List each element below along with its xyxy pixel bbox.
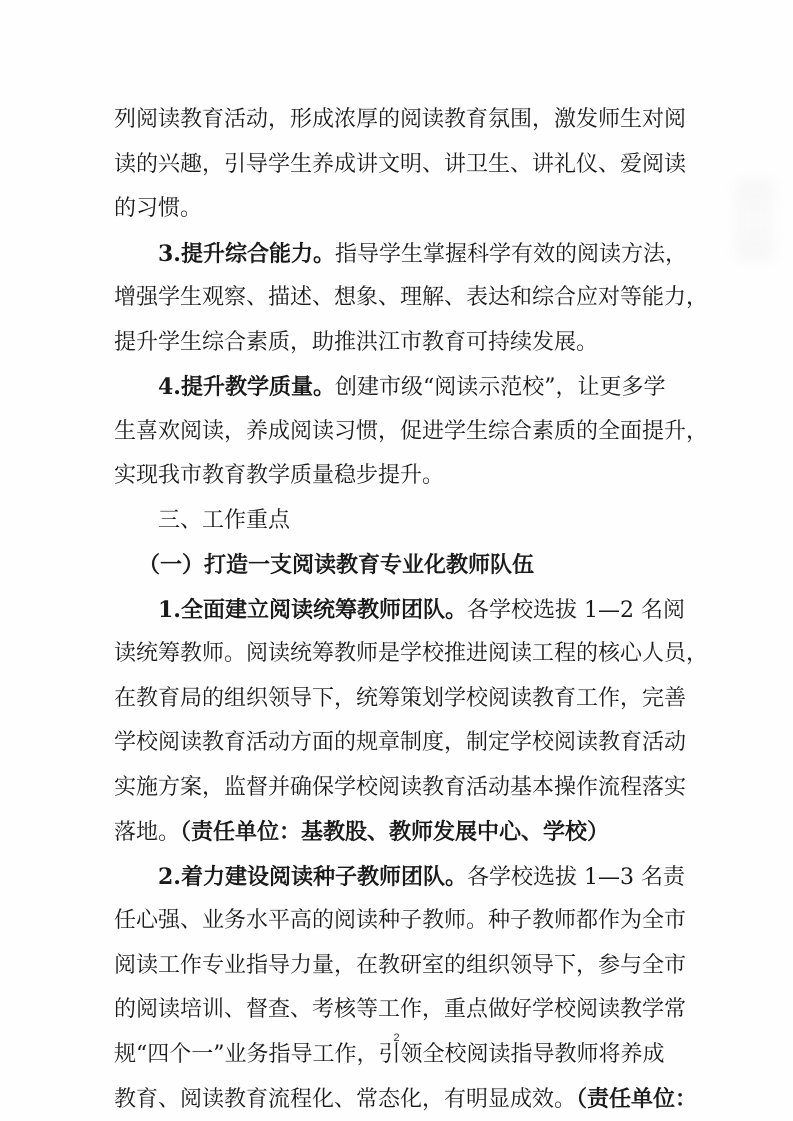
paragraph-line bbox=[114, 812, 680, 852]
item-text: 教育、阅读教育流程化、常态化，有明显成效。 bbox=[114, 1087, 577, 1112]
responsibility-note: （责任单位： bbox=[576, 1086, 698, 1112]
item-heading-1: 1.全面建立阅读统筹教师团队。 bbox=[158, 597, 467, 623]
item-text: 指导学生掌握科学有效的阅读方法， bbox=[334, 242, 687, 267]
item-text: 各学校选拔 1—3 名责 bbox=[466, 865, 685, 890]
item-heading-4: 4.提升教学质量。 bbox=[158, 374, 335, 400]
paragraph-line: 阅读工作专业指导力量，在教研室的组织领导下，参与全市 bbox=[114, 953, 687, 978]
paragraph-line: 提升学生综合素质，助推洪江市教育可持续发展。 bbox=[114, 330, 599, 355]
paragraph-line: 任心强、业务水平高的阅读种子教师。种子教师都作为全市 bbox=[114, 908, 687, 933]
paragraph-line bbox=[158, 857, 685, 897]
paragraph-line: 的习惯。 bbox=[114, 196, 203, 221]
page-number: 2 bbox=[393, 1032, 400, 1044]
paragraph-line: 实现我市教育教学质量稳步提升。 bbox=[114, 463, 445, 488]
item-heading-3: 3.提升综合能力。 bbox=[158, 241, 335, 267]
paragraph-line: 实施方案，监督并确保学校阅读教育活动基本操作流程落实 bbox=[114, 775, 687, 800]
paragraph-line: 的阅读培训、督查、考核等工作，重点做好学校阅读教学常 bbox=[114, 997, 687, 1022]
paragraph-line bbox=[158, 590, 685, 630]
paragraph-line: 增强学生观察、描述、想象、理解、表达和综合应对等能力， bbox=[114, 285, 709, 310]
item-heading-2: 2.着力建设阅读种子教师团队。 bbox=[158, 864, 467, 890]
item-text: 各学校选拔 1—2 名阅 bbox=[466, 598, 685, 623]
paragraph-line bbox=[114, 1079, 698, 1119]
paragraph-line: 读的兴趣，引导学生养成讲文明、讲卫生、讲礼仪、爱阅读 bbox=[114, 152, 687, 177]
item-text: 创建市级“阅读示范校”，让更多学 bbox=[334, 375, 666, 400]
subsection-heading: （一）打造一支阅读教育专业化教师队伍 bbox=[138, 552, 535, 578]
paragraph-line bbox=[158, 367, 680, 407]
responsibility-note: （责任单位：基教股、教师发展中心、学校） bbox=[180, 819, 610, 845]
paragraph-line: 读统筹教师。阅读统筹教师是学校推进阅读工程的核心人员， bbox=[114, 641, 709, 666]
paragraph-line: 生喜欢阅读，养成阅读习惯，促进学生综合素质的全面提升， bbox=[114, 419, 709, 444]
paragraph-line: 规“四个一”业务指导工作，引领全校阅读指导教师将养成 bbox=[114, 1042, 665, 1067]
paragraph-line: 学校阅读教育活动方面的规章制度，制定学校阅读教育活动 bbox=[114, 730, 687, 755]
paragraph-line: 在教育局的组织领导下，统筹策划学校阅读教育工作，完善 bbox=[114, 686, 687, 711]
section-heading: 三、工作重点 bbox=[158, 508, 291, 533]
item-text: 落地。 bbox=[114, 820, 181, 845]
paragraph-line: 列阅读教育活动，形成浓厚的阅读教育氛围，激发师生对阅 bbox=[114, 107, 687, 132]
paragraph-line bbox=[158, 234, 687, 274]
scan-artifact bbox=[735, 180, 775, 260]
